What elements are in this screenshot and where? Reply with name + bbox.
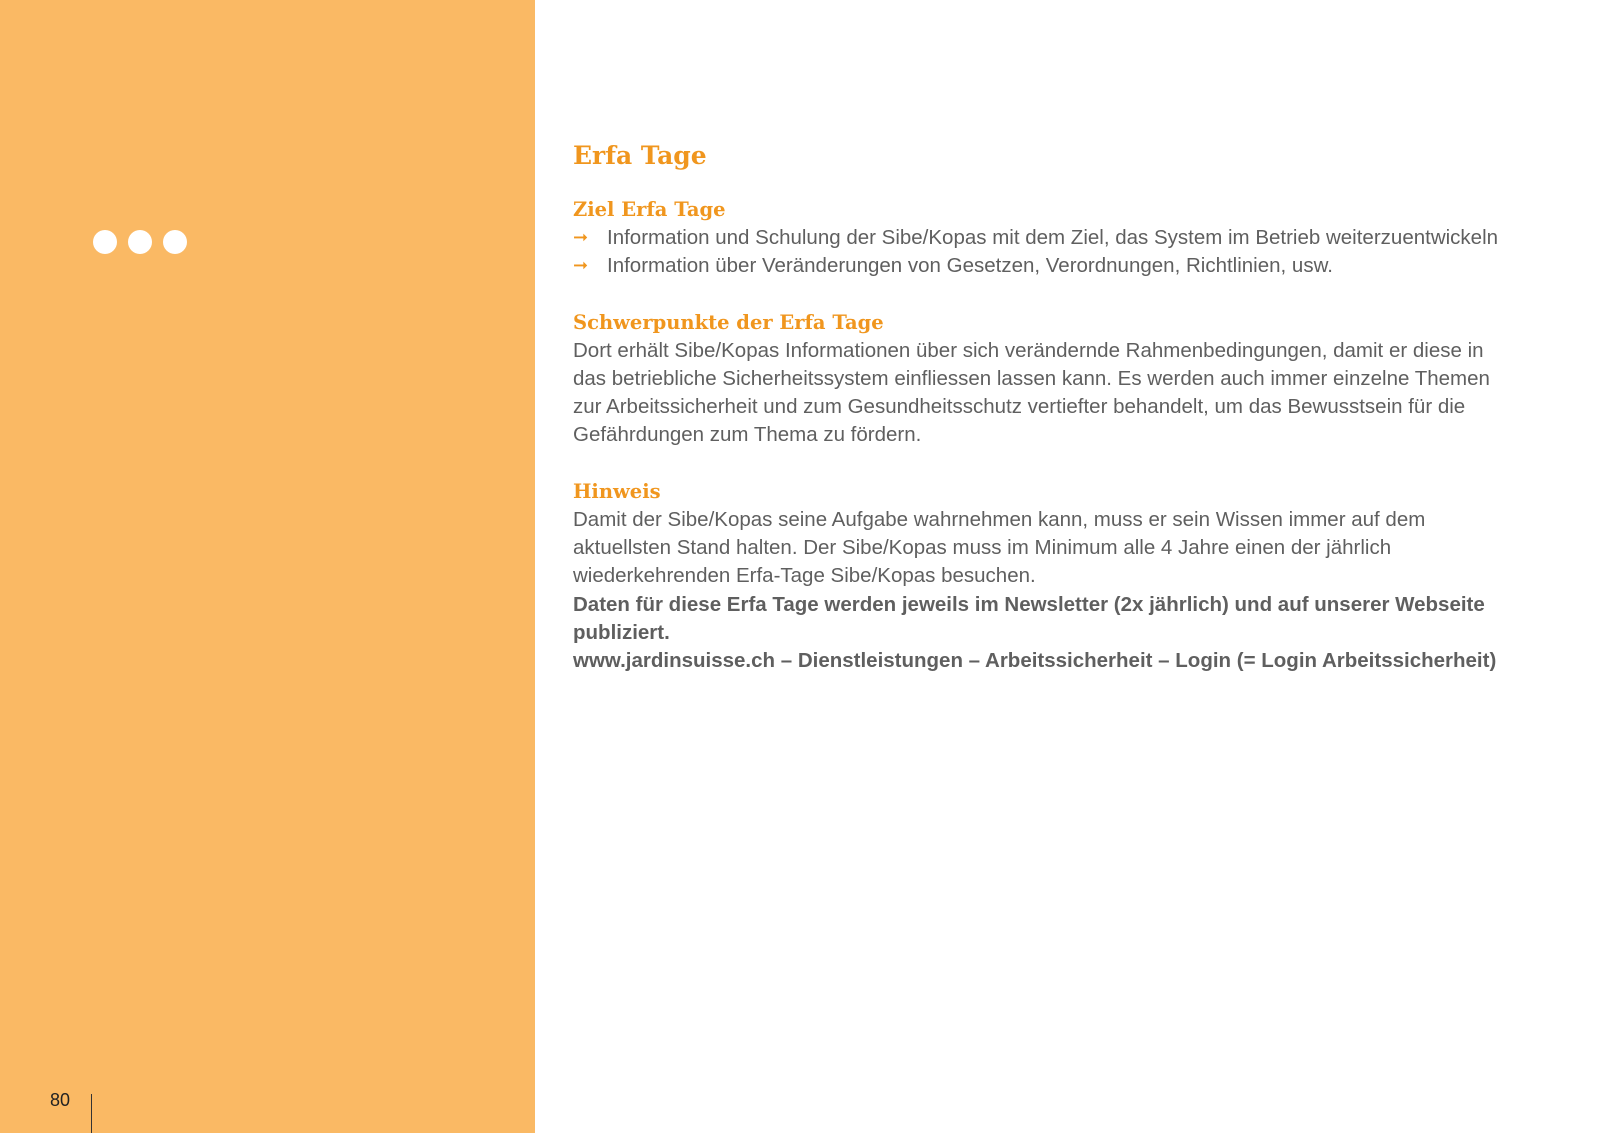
page-title: Erfa Tage xyxy=(573,141,707,170)
sidebar-panel xyxy=(0,0,535,1133)
list-item-text: Information über Veränderungen von Gesetzen, Verordnungen, Richtlinien, usw. xyxy=(607,254,1333,278)
section-heading-schwerpunkte: Schwerpunkte der Erfa Tage xyxy=(573,310,884,334)
main-content xyxy=(573,136,1513,676)
ziel-bullet-list xyxy=(573,224,1513,281)
list-item-text: Information und Schulung der Sibe/Kopas mit dem Ziel, das System im Betrieb weiterzuentwickeln xyxy=(607,226,1499,249)
page-number: 80 xyxy=(50,1090,71,1110)
section-heading-hinweis: Hinweis xyxy=(573,479,661,503)
section-heading-ziel: Ziel Erfa Tage xyxy=(573,198,726,221)
dot-icon xyxy=(163,230,187,254)
arrow-right-icon: ➞ xyxy=(573,255,589,277)
dot-icon xyxy=(93,230,117,254)
three-dots-icon xyxy=(93,230,187,254)
hinweis-bold-note: Daten für diese Erfa Tage werden jeweils im Newsletter (2x jährlich) und auf unserer Webseite publiziert. xyxy=(573,592,1485,644)
arrow-right-icon: ➞ xyxy=(573,227,589,248)
page-number-divider xyxy=(91,1094,92,1133)
dot-icon xyxy=(128,230,152,254)
list-item xyxy=(573,224,1513,252)
hinweis-paragraph: Damit der Sibe/Kopas seine Aufgabe wahrnehmen kann, muss er sein Wissen immer auf dem aktuellsten Stand halten. Der Sibe/Kopas muss im Minimum alle 4 Jahre einen der jährlich wiederkehrenden Erfa-Tage Sibe/Kopas besuchen. xyxy=(573,507,1426,588)
schwerpunkte-paragraph: Dort erhält Sibe/Kopas Informationen über sich verändernde Rahmenbedingungen, damit er diese in das betriebliche Sicherheitssystem einfliessen lassen kann. Es werden auch immer einzelne Themen zur Arbeitssicherheit und zum Gesundheitsschutz vertiefter behandelt, um das Bewusstsein für die Gefährdungen zum Thema zu fördern. xyxy=(573,338,1490,447)
list-item xyxy=(573,252,1513,280)
spacer xyxy=(573,450,1513,478)
spacer xyxy=(573,281,1513,309)
website-path: www.jardinsuisse.ch – Dienstleistungen – Arbeitssicherheit – Login (= Login Arbeitssicherheit) xyxy=(573,649,1497,673)
